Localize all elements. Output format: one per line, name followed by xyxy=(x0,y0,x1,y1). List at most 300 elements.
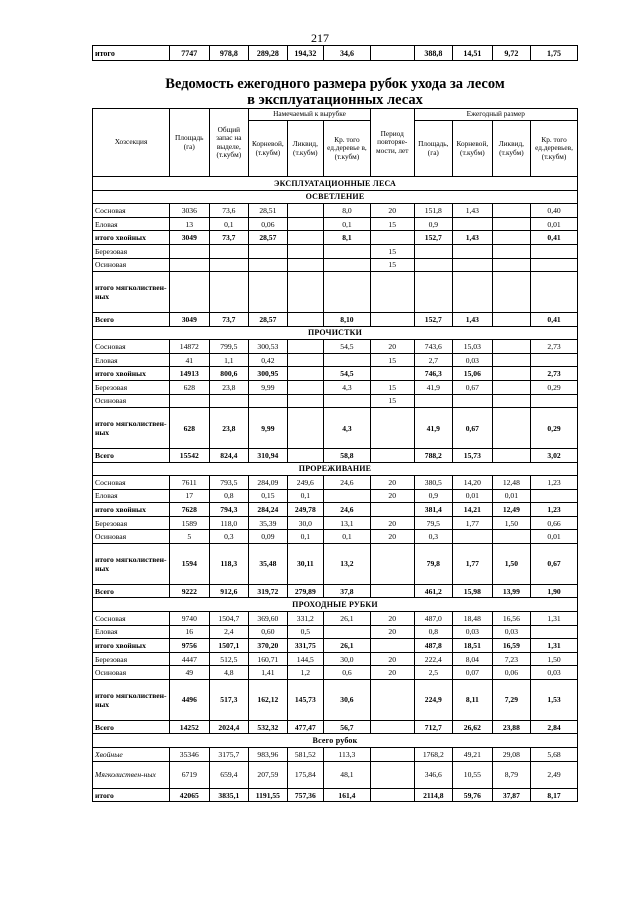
table-cell xyxy=(492,530,531,544)
table-cell: 30,6 xyxy=(324,680,371,721)
row-label: итого мягколиствен-ных xyxy=(93,408,170,449)
table-cell xyxy=(324,353,371,367)
table-cell: 0,09 xyxy=(249,530,288,544)
table-cell xyxy=(209,272,249,313)
table-cell: 23,88 xyxy=(492,720,531,734)
table-cell: 2114,8 xyxy=(414,788,453,802)
table-cell: 2,73 xyxy=(531,367,578,381)
table-cell: 152,7 xyxy=(414,312,453,326)
table-row xyxy=(93,367,578,381)
table-cell xyxy=(492,394,531,408)
table-cell: 3049 xyxy=(170,312,210,326)
row-label: Мягколиствен-ных xyxy=(93,761,170,788)
table-cell: 8,10 xyxy=(324,312,371,326)
table-cell: 41,9 xyxy=(414,380,453,394)
table-cell: 628 xyxy=(170,408,210,449)
table-cell: 0,29 xyxy=(531,408,578,449)
table-cell: 0,03 xyxy=(492,625,531,639)
row-label: Березовая xyxy=(93,244,170,258)
table-cell: 0,67 xyxy=(531,544,578,585)
table-cell: 20 xyxy=(370,476,414,490)
table-cell: 7611 xyxy=(170,476,210,490)
table-cell: 35,48 xyxy=(249,544,288,585)
table-cell: 0,66 xyxy=(531,516,578,530)
table-row xyxy=(93,448,578,462)
table-cell: 26,62 xyxy=(453,720,493,734)
section-subtitle: ПРОЧИСТКИ xyxy=(93,326,578,340)
table-cell: 8,79 xyxy=(492,761,531,788)
table-cell: 24,6 xyxy=(324,476,371,490)
table-cell xyxy=(492,312,531,326)
cutting-volume-table xyxy=(92,108,578,802)
table-cell xyxy=(414,272,453,313)
carryover-cell: 289,28 xyxy=(249,46,288,61)
table-cell: 380,5 xyxy=(414,476,453,490)
table-cell: 0,01 xyxy=(531,530,578,544)
table-cell xyxy=(249,394,288,408)
carryover-cell: 978,8 xyxy=(209,46,249,61)
table-cell xyxy=(170,394,210,408)
table-cell xyxy=(170,272,210,313)
table-cell xyxy=(287,258,323,272)
table-cell xyxy=(492,244,531,258)
table-cell xyxy=(492,217,531,231)
table-cell xyxy=(287,340,323,354)
table-row xyxy=(93,503,578,517)
table-cell: 300,53 xyxy=(249,340,288,354)
table-cell xyxy=(492,204,531,218)
section-subtitle: ПРОХОДНЫЕ РУБКИ xyxy=(93,598,578,612)
table-cell: 15 xyxy=(370,394,414,408)
table-cell: 8,17 xyxy=(531,788,578,802)
table-cell: 4496 xyxy=(170,680,210,721)
table-cell: 23,8 xyxy=(209,380,249,394)
table-cell: 1594 xyxy=(170,544,210,585)
table-cell: 0,6 xyxy=(324,666,371,680)
table-cell: 0,01 xyxy=(492,489,531,503)
row-label: Осиновая xyxy=(93,258,170,272)
table-cell xyxy=(249,244,288,258)
table-row xyxy=(93,340,578,354)
table-cell xyxy=(370,231,414,245)
row-label: Еловая xyxy=(93,353,170,367)
table-cell: 35346 xyxy=(170,748,210,762)
row-label: Березовая xyxy=(93,380,170,394)
table-cell: 0,1 xyxy=(324,530,371,544)
table-cell: 319,72 xyxy=(249,584,288,598)
table-cell: 249,6 xyxy=(287,476,323,490)
table-cell: 14,20 xyxy=(453,476,493,490)
row-label: Еловая xyxy=(93,489,170,503)
table-cell: 13 xyxy=(170,217,210,231)
row-label: Сосновая xyxy=(93,204,170,218)
table-row xyxy=(93,612,578,626)
table-cell: 512,5 xyxy=(209,652,249,666)
table-cell: 381,4 xyxy=(414,503,453,517)
table-cell xyxy=(531,625,578,639)
table-cell xyxy=(370,312,414,326)
header-annual-liquid: Ликвид, (т.кубм) xyxy=(492,121,531,177)
table-cell: 0,1 xyxy=(287,530,323,544)
table-cell xyxy=(453,272,493,313)
table-cell: 48,1 xyxy=(324,761,371,788)
table-cell: 20 xyxy=(370,666,414,680)
table-cell: 487,8 xyxy=(414,639,453,653)
table-cell xyxy=(414,258,453,272)
table-cell: 14,21 xyxy=(453,503,493,517)
table-cell: 151,8 xyxy=(414,204,453,218)
table-cell xyxy=(324,272,371,313)
table-cell: 160,71 xyxy=(249,652,288,666)
table-cell: 9756 xyxy=(170,639,210,653)
row-label: итого хвойных xyxy=(93,231,170,245)
header-planned-root: Корневой, (т.кубм) xyxy=(249,121,288,177)
table-cell: 1,31 xyxy=(531,639,578,653)
carryover-cell: 194,32 xyxy=(287,46,323,61)
table-cell: 0,1 xyxy=(324,217,371,231)
table-cell: 13,2 xyxy=(324,544,371,585)
table-cell: 0,01 xyxy=(531,217,578,231)
table-cell: 15,98 xyxy=(453,584,493,598)
table-cell xyxy=(492,340,531,354)
table-cell: 20 xyxy=(370,489,414,503)
table-cell: 517,3 xyxy=(209,680,249,721)
table-cell: 2024,4 xyxy=(209,720,249,734)
table-cell: 2,84 xyxy=(531,720,578,734)
table-cell xyxy=(531,394,578,408)
row-label: Сосновая xyxy=(93,612,170,626)
table-row xyxy=(93,625,578,639)
table-cell: 0,29 xyxy=(531,380,578,394)
table-cell: 279,89 xyxy=(287,584,323,598)
table-cell: 16,59 xyxy=(492,639,531,653)
table-row xyxy=(93,720,578,734)
row-label: Осиновая xyxy=(93,666,170,680)
table-cell: 12,49 xyxy=(492,503,531,517)
table-cell: 1504,7 xyxy=(209,612,249,626)
table-row xyxy=(93,476,578,490)
section-subtitle: Всего рубок xyxy=(93,734,578,748)
table-cell: 487,0 xyxy=(414,612,453,626)
table-cell: 37,87 xyxy=(492,788,531,802)
table-cell: 28,51 xyxy=(249,204,288,218)
table-cell xyxy=(531,353,578,367)
table-cell xyxy=(287,408,323,449)
table-row xyxy=(93,217,578,231)
table-cell: 24,6 xyxy=(324,503,371,517)
table-cell: 41 xyxy=(170,353,210,367)
table-cell: 9222 xyxy=(170,584,210,598)
table-cell: 224,9 xyxy=(414,680,453,721)
table-cell: 1,77 xyxy=(453,516,493,530)
table-cell: 16 xyxy=(170,625,210,639)
table-cell: 2,73 xyxy=(531,340,578,354)
table-cell: 369,60 xyxy=(249,612,288,626)
table-cell: 6719 xyxy=(170,761,210,788)
table-row xyxy=(93,652,578,666)
table-cell: 0,1 xyxy=(287,489,323,503)
table-cell: 7628 xyxy=(170,503,210,517)
row-label: Березовая xyxy=(93,652,170,666)
table-cell xyxy=(370,367,414,381)
table-cell: 370,20 xyxy=(249,639,288,653)
row-label: Еловая xyxy=(93,217,170,231)
table-cell: 757,36 xyxy=(287,788,323,802)
table-cell: 12,48 xyxy=(492,476,531,490)
table-cell: 284,09 xyxy=(249,476,288,490)
table-cell: 1,23 xyxy=(531,503,578,517)
table-cell: 3049 xyxy=(170,231,210,245)
table-cell: 9,99 xyxy=(249,380,288,394)
table-cell xyxy=(492,380,531,394)
table-cell: 9740 xyxy=(170,612,210,626)
table-row xyxy=(93,312,578,326)
table-cell xyxy=(370,680,414,721)
table-row xyxy=(93,761,578,788)
table-cell xyxy=(370,503,414,517)
table-cell: 73,6 xyxy=(209,204,249,218)
table-row xyxy=(93,639,578,653)
table-cell: 58,8 xyxy=(324,448,371,462)
table-cell: 20 xyxy=(370,652,414,666)
table-cell: 5 xyxy=(170,530,210,544)
table-cell: 5,68 xyxy=(531,748,578,762)
table-cell: 800,6 xyxy=(209,367,249,381)
table-cell: 26,1 xyxy=(324,612,371,626)
table-cell xyxy=(370,584,414,598)
table-cell: 0,06 xyxy=(249,217,288,231)
table-cell xyxy=(531,258,578,272)
table-cell: 26,1 xyxy=(324,639,371,653)
table-cell: 4,3 xyxy=(324,408,371,449)
table-cell: 144,5 xyxy=(287,652,323,666)
table-cell: 788,2 xyxy=(414,448,453,462)
table-cell: 746,3 xyxy=(414,367,453,381)
table-cell: 56,7 xyxy=(324,720,371,734)
table-cell xyxy=(531,272,578,313)
table-cell: 145,73 xyxy=(287,680,323,721)
table-cell: 8,1 xyxy=(324,231,371,245)
table-cell: 912,6 xyxy=(209,584,249,598)
table-cell: 1,77 xyxy=(453,544,493,585)
table-cell: 207,59 xyxy=(249,761,288,788)
table-cell: 3,02 xyxy=(531,448,578,462)
row-label: итого хвойных xyxy=(93,639,170,653)
table-cell: 4,8 xyxy=(209,666,249,680)
table-cell: 8,0 xyxy=(324,204,371,218)
table-row xyxy=(93,353,578,367)
table-cell xyxy=(209,258,249,272)
header-section: Хозсекция xyxy=(93,109,170,177)
table-cell: 0,40 xyxy=(531,204,578,218)
table-cell: 28,57 xyxy=(249,231,288,245)
table-cell: 249,78 xyxy=(287,503,323,517)
carryover-cell: 388,8 xyxy=(414,46,453,61)
carryover-cell: 7747 xyxy=(170,46,210,61)
header-annual-area: Площадь, (га) xyxy=(414,121,453,177)
table-cell: 30,0 xyxy=(287,516,323,530)
header-total-stock: Общий запас на выделе, (т.кубм) xyxy=(209,109,249,177)
table-cell xyxy=(370,761,414,788)
header-annual: Ежегодный размер xyxy=(414,109,577,121)
table-cell xyxy=(370,788,414,802)
header-planned-liquid: Ликвид, (т.кубм) xyxy=(287,121,323,177)
table-cell xyxy=(370,748,414,762)
header-annual-root: Корневой, (т.кубм) xyxy=(453,121,493,177)
table-cell xyxy=(324,244,371,258)
table-cell xyxy=(324,625,371,639)
row-label: Хвойные xyxy=(93,748,170,762)
header-area: Площадь (га) xyxy=(170,109,210,177)
table-cell: 35,39 xyxy=(249,516,288,530)
table-cell: 23,8 xyxy=(209,408,249,449)
table-cell: 0,01 xyxy=(453,489,493,503)
table-cell xyxy=(492,353,531,367)
title-line-1: Ведомость ежегодного размера рубок ухода за лесом xyxy=(165,76,505,92)
table-cell xyxy=(287,380,323,394)
table-row xyxy=(93,530,578,544)
table-cell: 73,7 xyxy=(209,231,249,245)
table-cell: 477,47 xyxy=(287,720,323,734)
table-cell: 8,04 xyxy=(453,652,493,666)
table-cell xyxy=(492,258,531,272)
table-cell: 0,03 xyxy=(453,353,493,367)
carryover-cell: 1,75 xyxy=(531,46,578,61)
table-row xyxy=(93,272,578,313)
row-label: Всего xyxy=(93,312,170,326)
table-cell: 20 xyxy=(370,625,414,639)
table-cell: 152,7 xyxy=(414,231,453,245)
table-row xyxy=(93,231,578,245)
row-label: Всего xyxy=(93,448,170,462)
carryover-label: итого xyxy=(93,46,170,61)
table-cell: 14913 xyxy=(170,367,210,381)
table-cell: 3036 xyxy=(170,204,210,218)
table-cell: 162,12 xyxy=(249,680,288,721)
table-cell: 17 xyxy=(170,489,210,503)
table-row xyxy=(93,244,578,258)
table-cell: 628 xyxy=(170,380,210,394)
table-cell: 30,0 xyxy=(324,652,371,666)
table-cell: 16,56 xyxy=(492,612,531,626)
table-cell: 2,4 xyxy=(209,625,249,639)
table-cell: 118,0 xyxy=(209,516,249,530)
table-cell: 8,11 xyxy=(453,680,493,721)
table-cell: 1589 xyxy=(170,516,210,530)
table-row xyxy=(93,584,578,598)
table-cell: 18,51 xyxy=(453,639,493,653)
table-cell: 2,5 xyxy=(414,666,453,680)
table-cell: 222,4 xyxy=(414,652,453,666)
table-cell xyxy=(492,448,531,462)
table-cell: 310,94 xyxy=(249,448,288,462)
table-cell xyxy=(453,258,493,272)
table-cell: 20 xyxy=(370,516,414,530)
table-cell xyxy=(287,272,323,313)
table-cell xyxy=(324,258,371,272)
row-label: итого хвойных xyxy=(93,503,170,517)
table-cell: 0,03 xyxy=(453,625,493,639)
table-cell xyxy=(453,244,493,258)
carryover-total-row xyxy=(92,45,578,61)
table-cell xyxy=(370,272,414,313)
table-cell: 1768,2 xyxy=(414,748,453,762)
table-cell xyxy=(453,217,493,231)
table-cell xyxy=(287,204,323,218)
table-cell: 54,5 xyxy=(324,340,371,354)
table-cell xyxy=(370,720,414,734)
table-cell: 37,8 xyxy=(324,584,371,598)
table-cell: 1,31 xyxy=(531,612,578,626)
table-cell xyxy=(531,244,578,258)
table-cell: 0,03 xyxy=(531,666,578,680)
table-row xyxy=(93,516,578,530)
table-cell: 0,5 xyxy=(287,625,323,639)
table-row xyxy=(93,204,578,218)
table-cell xyxy=(492,408,531,449)
table-cell: 113,3 xyxy=(324,748,371,762)
table-row xyxy=(93,380,578,394)
table-cell xyxy=(287,394,323,408)
table-cell: 1,90 xyxy=(531,584,578,598)
table-cell: 0,41 xyxy=(531,312,578,326)
table-cell: 532,32 xyxy=(249,720,288,734)
table-cell: 1,43 xyxy=(453,204,493,218)
table-cell xyxy=(492,367,531,381)
table-cell xyxy=(414,244,453,258)
table-cell xyxy=(370,408,414,449)
table-cell xyxy=(209,394,249,408)
row-label: итого xyxy=(93,788,170,802)
table-cell: 41,9 xyxy=(414,408,453,449)
table-row xyxy=(93,544,578,585)
table-cell: 20 xyxy=(370,340,414,354)
header-planned: Намечаемый к вырубке xyxy=(249,109,371,121)
table-cell: 0,9 xyxy=(414,217,453,231)
table-cell: 175,84 xyxy=(287,761,323,788)
table-cell: 0,9 xyxy=(414,489,453,503)
table-cell: 42065 xyxy=(170,788,210,802)
table-cell: 118,3 xyxy=(209,544,249,585)
row-label: Осиновая xyxy=(93,530,170,544)
row-label: Березовая xyxy=(93,516,170,530)
table-cell: 7,23 xyxy=(492,652,531,666)
table-cell: 15,73 xyxy=(453,448,493,462)
table-cell: 300,95 xyxy=(249,367,288,381)
carryover-cell: 14,51 xyxy=(453,46,493,61)
table-cell: 10,55 xyxy=(453,761,493,788)
table-cell: 0,41 xyxy=(531,231,578,245)
table-cell: 331,2 xyxy=(287,612,323,626)
row-label: итого хвойных xyxy=(93,367,170,381)
table-cell: 793,5 xyxy=(209,476,249,490)
table-cell: 4,3 xyxy=(324,380,371,394)
table-cell xyxy=(287,353,323,367)
table-cell: 743,6 xyxy=(414,340,453,354)
table-row xyxy=(93,258,578,272)
table-cell: 581,52 xyxy=(287,748,323,762)
table-cell xyxy=(287,231,323,245)
table-cell xyxy=(453,530,493,544)
table-cell xyxy=(287,217,323,231)
title-line-2: в эксплуатационных лесах xyxy=(247,92,423,108)
table-cell xyxy=(287,244,323,258)
table-cell xyxy=(287,448,323,462)
table-cell: 15542 xyxy=(170,448,210,462)
table-cell: 0,3 xyxy=(209,530,249,544)
header-annual-single-trees: Кр. того ед.деревьев, (т.кубм) xyxy=(531,121,578,177)
table-cell: 59,76 xyxy=(453,788,493,802)
